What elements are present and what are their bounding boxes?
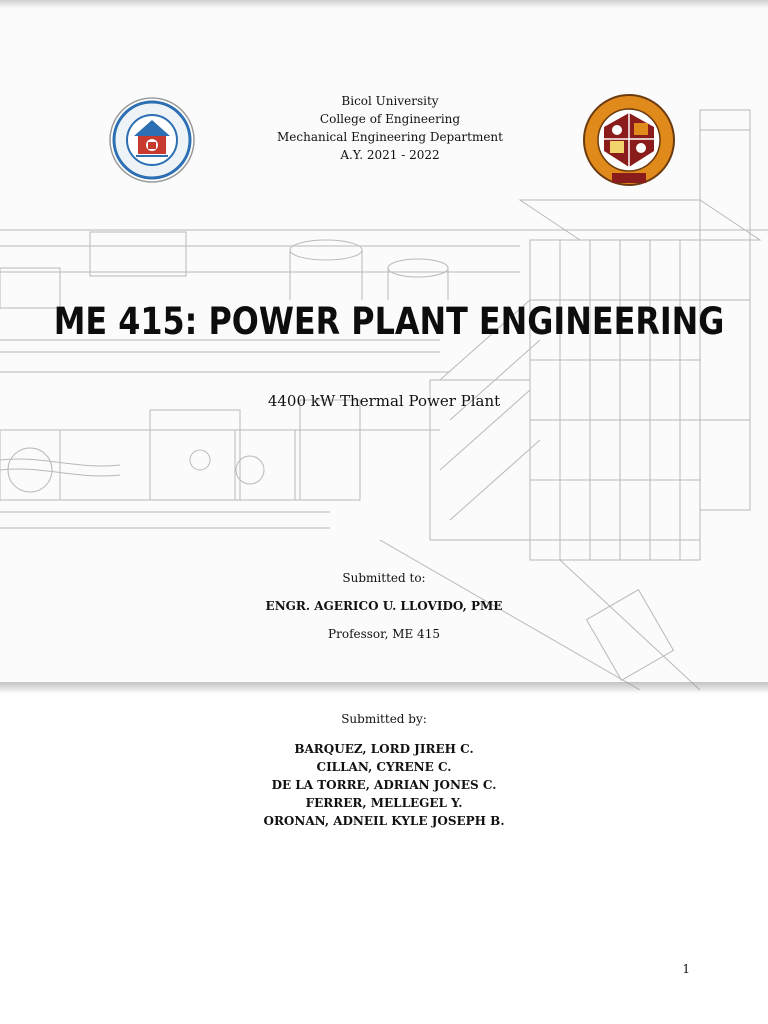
department-name: Mechanical Engineering Department bbox=[277, 130, 503, 144]
university-name: Bicol University bbox=[341, 94, 439, 108]
author-name: FERRER, MELLEGEL Y. bbox=[305, 796, 463, 810]
professor-position: Professor, ME 415 bbox=[328, 627, 440, 641]
author-list bbox=[0, 740, 768, 830]
author-name: DE LA TORRE, ADRIAN JONES C. bbox=[271, 778, 497, 792]
author-name: ORONAN, ADNEIL KYLE JOSEPH B. bbox=[263, 814, 505, 828]
course-title: ME 415: POWER PLANT ENGINEERING bbox=[53, 300, 725, 343]
page-number: 1 bbox=[682, 962, 690, 976]
institution-header bbox=[230, 92, 550, 164]
project-title: 4400 kW Thermal Power Plant bbox=[267, 392, 501, 410]
college-name: College of Engineering bbox=[319, 112, 461, 126]
submitted-by-label: Submitted by: bbox=[341, 712, 427, 726]
professor-name: ENGR. AGERICO U. LLOVIDO, PME bbox=[265, 599, 503, 613]
author-name: CILLAN, CYRENE C. bbox=[316, 760, 452, 774]
page-top-shadow bbox=[0, 0, 768, 8]
bicol-university-seal-icon bbox=[108, 92, 196, 188]
band-shadow bbox=[0, 682, 768, 694]
academic-year: A.Y. 2021 - 2022 bbox=[340, 148, 440, 162]
submitted-to-label: Submitted to: bbox=[342, 571, 426, 585]
author-name: BARQUEZ, LORD JIREH C. bbox=[294, 742, 474, 756]
college-of-engineering-seal-icon bbox=[582, 93, 676, 187]
